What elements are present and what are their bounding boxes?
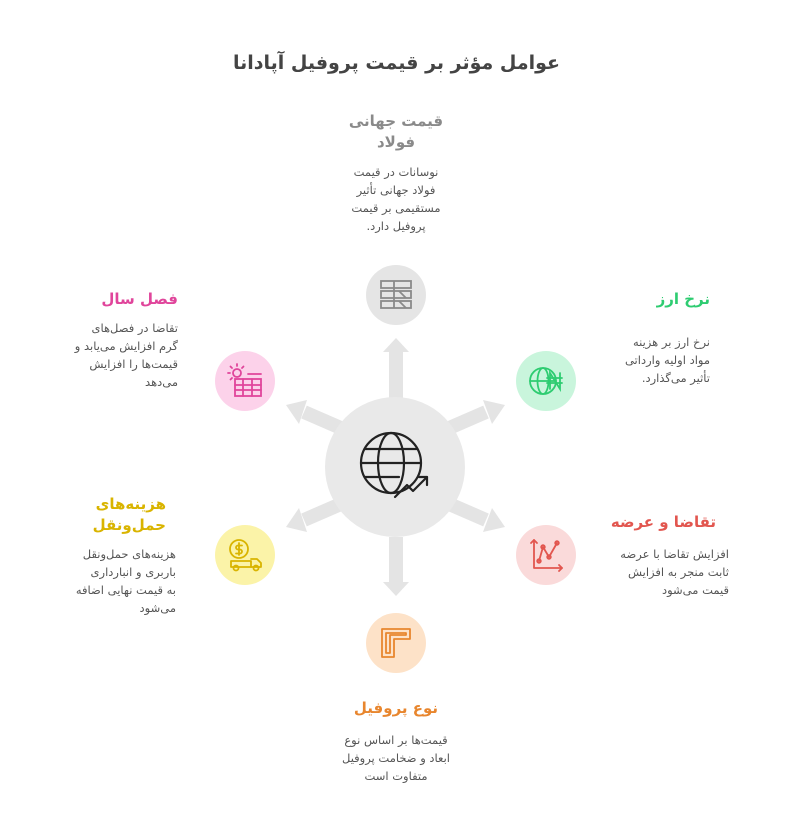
globe-naira-icon <box>528 363 564 399</box>
arrow-upper-right-head <box>483 400 505 424</box>
demand-desc-line1: افزایش تقاضا با عرضه <box>620 547 729 561</box>
node-transport <box>215 525 275 585</box>
transport-desc-line3: به قیمت نهایی اضافه <box>75 583 176 597</box>
arrow-down-shaft <box>389 537 403 583</box>
steel-heading-line2: فولاد <box>376 133 416 151</box>
season-desc-line3: قیمت‌ها را افزایش <box>89 357 178 371</box>
steel-desc-line3: مستقیمی بر قیمت <box>351 201 441 215</box>
truck-dollar-icon <box>227 537 263 573</box>
arrow-lower-right-head <box>483 508 505 532</box>
profile-type-desc-line2: ابعاد و ضخامت پروفیل <box>341 751 450 765</box>
season-desc-line2: گرم افزایش می‌یابد و <box>74 339 178 353</box>
season-description <box>44 319 178 391</box>
demand-heading: تقاضا و عرضه <box>610 513 716 531</box>
node-season <box>215 351 275 411</box>
arrow-upper-left-head <box>286 400 307 424</box>
steel-heading-line1: قیمت جهانی <box>348 112 444 130</box>
diagram-title: عوامل مؤثر بر قیمت پروفیل آپادانا <box>232 52 561 74</box>
profile-type-heading: نوع پروفیل <box>353 699 439 717</box>
currency-desc-line2: مواد اولیه وارداتی <box>624 353 710 367</box>
rising-chart-icon <box>528 537 564 573</box>
steel-heading <box>313 111 479 153</box>
arrow-up-shaft <box>389 350 403 398</box>
transport-desc-line2: باربری و انبارداری <box>90 565 176 579</box>
season-desc-line1: تقاضا در فصل‌های <box>91 321 178 335</box>
transport-heading-line2: حمل‌ونقل <box>92 516 166 534</box>
currency-description <box>560 333 710 387</box>
transport-desc-line1: هزینه‌های حمل‌ونقل <box>82 547 176 561</box>
node-steel <box>366 265 426 325</box>
transport-heading-line1: هزینه‌های <box>95 495 166 513</box>
season-heading: فصل سال <box>101 290 178 308</box>
node-profile-type <box>366 613 426 673</box>
arrow-down-head <box>383 582 409 596</box>
currency-desc-line3: تأثیر می‌گذارد. <box>641 371 710 385</box>
profile-section-icon <box>378 625 414 661</box>
arrow-lower-left-head <box>286 508 307 532</box>
steel-desc-line4: پروفیل دارد. <box>366 219 426 233</box>
arrow-up-head <box>383 338 409 352</box>
steel-description <box>313 163 479 235</box>
profile-type-desc-line3: متفاوت است <box>364 769 428 783</box>
transport-description <box>50 545 176 617</box>
transport-heading <box>56 494 166 536</box>
center-hub <box>325 397 465 537</box>
currency-heading: نرخ ارز <box>656 290 710 308</box>
profile-type-description <box>313 731 479 785</box>
steel-desc-line1: نوسانات در قیمت <box>353 165 439 179</box>
globe-trend-icon <box>355 427 435 507</box>
steel-desc-line2: فولاد جهانی تأثیر <box>356 183 436 197</box>
demand-desc-line3: قیمت می‌شود <box>661 583 729 597</box>
season-desc-line4: می‌دهد <box>145 375 178 389</box>
currency-desc-line1: نرخ ارز بر هزینه <box>632 335 710 349</box>
demand-description <box>560 545 729 599</box>
transport-desc-line4: می‌شود <box>139 601 176 615</box>
stacked-bars-icon <box>378 277 414 313</box>
profile-type-desc-line1: قیمت‌ها بر اساس نوع <box>344 733 448 747</box>
sun-calendar-icon <box>227 363 263 399</box>
demand-desc-line2: ثابت منجر به افزایش <box>627 565 729 579</box>
